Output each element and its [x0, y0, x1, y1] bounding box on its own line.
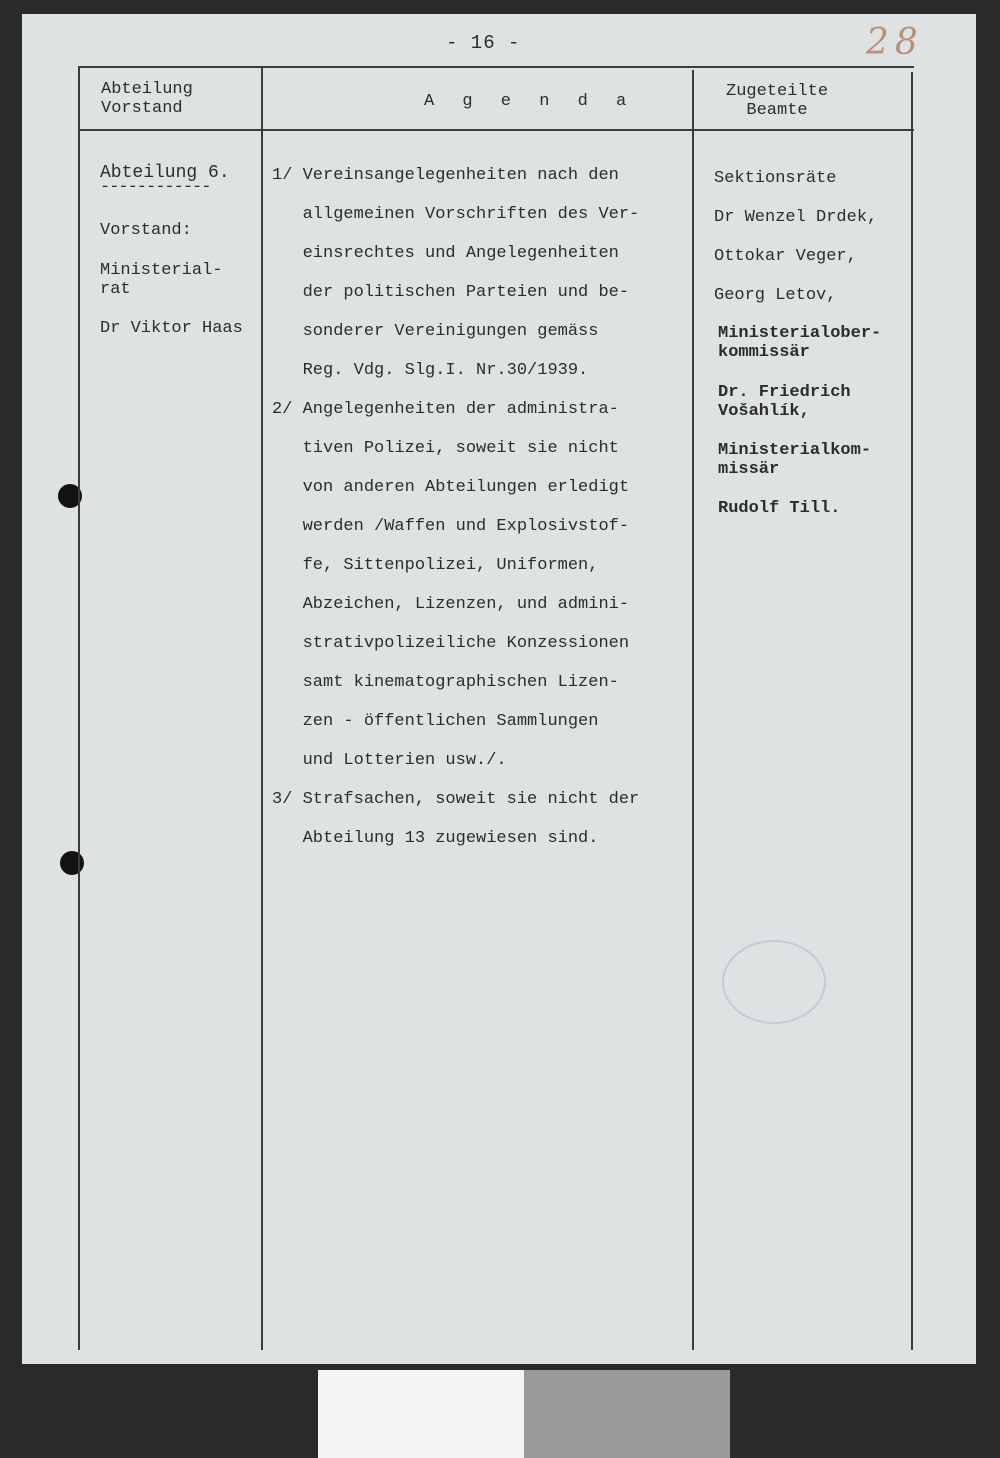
table-top-border	[78, 66, 914, 68]
agenda-line: Abzeichen, Lizenzen, und admini-	[272, 595, 630, 614]
agenda-line: strativpolizeiliche Konzessionen	[272, 634, 630, 653]
agenda-line: und Lotterien usw./.	[272, 751, 507, 770]
agenda-line: 3/ Strafsachen, soweit sie nicht der	[272, 790, 640, 809]
agenda-line: von anderen Abteilungen erledigt	[272, 478, 630, 497]
officials-group1-title: Sektionsräte	[714, 169, 837, 188]
agenda-line: Reg. Vdg. Slg.I. Nr.30/1939.	[272, 361, 589, 380]
header-agenda: A g e n d a	[424, 92, 636, 111]
table-column-divider-2	[692, 70, 694, 1350]
department-name: Abteilung 6.	[100, 163, 230, 183]
agenda-line: tiven Polizei, soweit sie nicht	[272, 439, 619, 458]
agenda-line: Abteilung 13 zugewiesen sind.	[272, 829, 599, 848]
officials-group2-title: Ministerialober- kommissär	[718, 324, 882, 362]
folio-number: 28	[866, 22, 924, 63]
agenda-line: sonderer Vereinigungen gemäss	[272, 322, 599, 341]
scan-calibration-grey	[524, 1370, 730, 1458]
officials-group1-name-2: Ottokar Veger,	[714, 247, 857, 266]
officials-group1-name-3: Georg Letov,	[714, 286, 837, 305]
punch-hole-lower	[60, 851, 84, 875]
agenda-line: 2/ Angelegenheiten der administra-	[272, 400, 619, 419]
table-right-border	[911, 72, 913, 1350]
agenda-line: fe, Sittenpolizei, Uniformen,	[272, 556, 599, 575]
header-department: Abteilung Vorstand	[101, 80, 193, 118]
agenda-line: samt kinematographischen Lizen-	[272, 673, 619, 692]
faint-stamp	[722, 940, 826, 1024]
officials-group3-title: Ministerialkom- missär	[718, 441, 872, 479]
officials-group3-name: Rudolf Till.	[718, 499, 841, 518]
agenda-line: einsrechtes und Angelegenheiten	[272, 244, 619, 263]
header-officials: Zugeteilte Beamte	[726, 82, 829, 120]
officials-group1-name-1: Dr Wenzel Drdek,	[714, 208, 878, 227]
table-left-border	[78, 66, 80, 1350]
agenda-line: 1/ Vereinsangelegenheiten nach den	[272, 166, 619, 185]
scan-calibration-white	[318, 1370, 524, 1458]
department-head-label: Vorstand:	[100, 221, 192, 240]
table-header-divider	[78, 129, 914, 131]
agenda-line: der politischen Parteien und be-	[272, 283, 630, 302]
agenda-line: werden /Waffen und Explosivstof-	[272, 517, 630, 536]
department-underline: ------------	[100, 178, 211, 197]
department-head-title: Ministerial- rat	[100, 261, 223, 299]
department-head-name: Dr Viktor Haas	[100, 319, 243, 338]
table-column-divider-1	[261, 66, 263, 1350]
page-number: - 16 -	[446, 32, 521, 54]
officials-group2-name: Dr. Friedrich Vošahlík,	[718, 383, 851, 421]
agenda-line: allgemeinen Vorschriften des Ver-	[272, 205, 640, 224]
agenda-line: zen - öffentlichen Sammlungen	[272, 712, 599, 731]
